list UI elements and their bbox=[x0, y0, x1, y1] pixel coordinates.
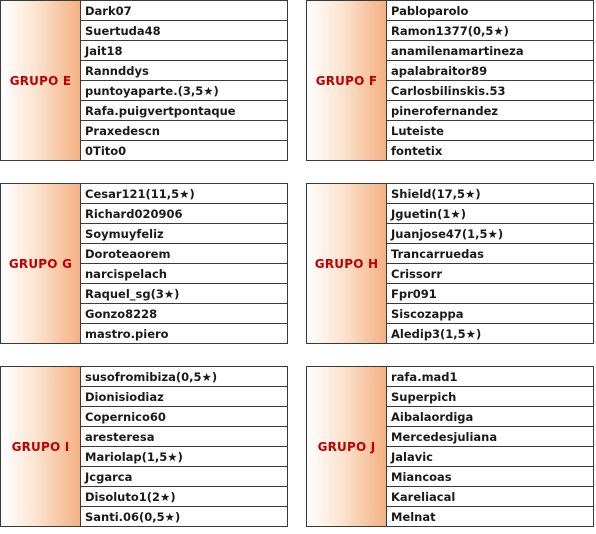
player-list bbox=[387, 1, 593, 160]
player-row: Superpich bbox=[387, 387, 593, 407]
group-label: GRUPO J bbox=[317, 439, 376, 454]
group-label-cell bbox=[1, 184, 81, 343]
player-row: Siscozappa bbox=[387, 304, 593, 324]
group-label-cell bbox=[307, 367, 387, 526]
player-row: fontetix bbox=[391, 143, 443, 158]
player-row: Melnat bbox=[391, 509, 436, 524]
player-row: Jguetin(1★) bbox=[387, 204, 593, 224]
player-row: Aledip3(1,5★) bbox=[391, 326, 482, 341]
player-row: narcispelach bbox=[81, 264, 287, 284]
player-row: Shield(17,5★) bbox=[387, 184, 593, 204]
group-label: GRUPO H bbox=[314, 256, 379, 271]
player-list bbox=[387, 367, 593, 526]
group-label: GRUPO E bbox=[9, 73, 72, 88]
player-row: Mariolap(1,5★) bbox=[81, 447, 287, 467]
player-list bbox=[81, 184, 287, 343]
player-row: Carlosbilinskis.53 bbox=[387, 81, 593, 101]
player-row: rafa.mad1 bbox=[387, 367, 593, 387]
player-row: Ramon1377(0,5★) bbox=[387, 21, 593, 41]
group-j-table bbox=[306, 366, 594, 527]
player-row: Miancoas bbox=[387, 467, 593, 487]
player-row: Pabloparolo bbox=[387, 1, 593, 21]
player-row: Dionisiodiaz bbox=[81, 387, 287, 407]
player-row: Copernico60 bbox=[81, 407, 287, 427]
player-row: Trancarruedas bbox=[387, 244, 593, 264]
player-row: Jait18 bbox=[81, 41, 287, 61]
player-row: Gonzo8228 bbox=[81, 304, 287, 324]
player-row: Raquel_sg(3★) bbox=[81, 284, 287, 304]
player-row: aresteresa bbox=[81, 427, 287, 447]
group-label: GRUPO G bbox=[8, 256, 73, 271]
group-label-cell bbox=[1, 367, 81, 526]
player-row: Kareliacal bbox=[387, 487, 593, 507]
player-row: 0Tito0 bbox=[85, 143, 127, 158]
player-row: Rafa.puigvertpontaque bbox=[81, 101, 287, 121]
player-row: Jalavic bbox=[387, 447, 593, 467]
player-row: apalabraitor89 bbox=[387, 61, 593, 81]
group-label-cell bbox=[307, 1, 387, 160]
player-row: mastro.piero bbox=[85, 326, 169, 341]
player-row: Disoluto1(2★) bbox=[81, 487, 287, 507]
player-row: susofromibiza(0,5★) bbox=[81, 367, 287, 387]
player-row: Mercedesjuliana bbox=[387, 427, 593, 447]
player-list bbox=[81, 367, 287, 526]
player-row: Praxedescn bbox=[81, 121, 287, 141]
group-label-cell bbox=[307, 184, 387, 343]
group-g-table bbox=[0, 183, 288, 344]
player-row: Jcgarca bbox=[81, 467, 287, 487]
group-label-cell bbox=[1, 1, 81, 160]
player-row: Soymuyfeliz bbox=[81, 224, 287, 244]
group-label: GRUPO F bbox=[315, 73, 378, 88]
player-row: Crissorr bbox=[387, 264, 593, 284]
player-row: Dark07 bbox=[81, 1, 287, 21]
player-row: Santi.06(0,5★) bbox=[85, 509, 181, 524]
player-row: Juanjose47(1,5★) bbox=[387, 224, 593, 244]
player-list bbox=[387, 184, 593, 343]
player-row: Rannddys bbox=[81, 61, 287, 81]
player-row: pinerofernandez bbox=[387, 101, 593, 121]
group-e-table bbox=[0, 0, 288, 161]
group-f-table bbox=[306, 0, 594, 161]
player-row: Cesar121(11,5★) bbox=[81, 184, 287, 204]
player-row: Suertuda48 bbox=[81, 21, 287, 41]
player-list bbox=[81, 1, 287, 160]
player-row: anamilenamartineza bbox=[387, 41, 593, 61]
player-row: Aibalaordiga bbox=[387, 407, 593, 427]
group-label: GRUPO I bbox=[11, 439, 70, 454]
player-row: Fpr091 bbox=[387, 284, 593, 304]
player-row: Richard020906 bbox=[81, 204, 287, 224]
group-i-table bbox=[0, 366, 288, 527]
player-row: Doroteaorem bbox=[81, 244, 287, 264]
player-row: Luteiste bbox=[387, 121, 593, 141]
group-h-table bbox=[306, 183, 594, 344]
player-row: puntoyaparte.(3,5★) bbox=[81, 81, 287, 101]
